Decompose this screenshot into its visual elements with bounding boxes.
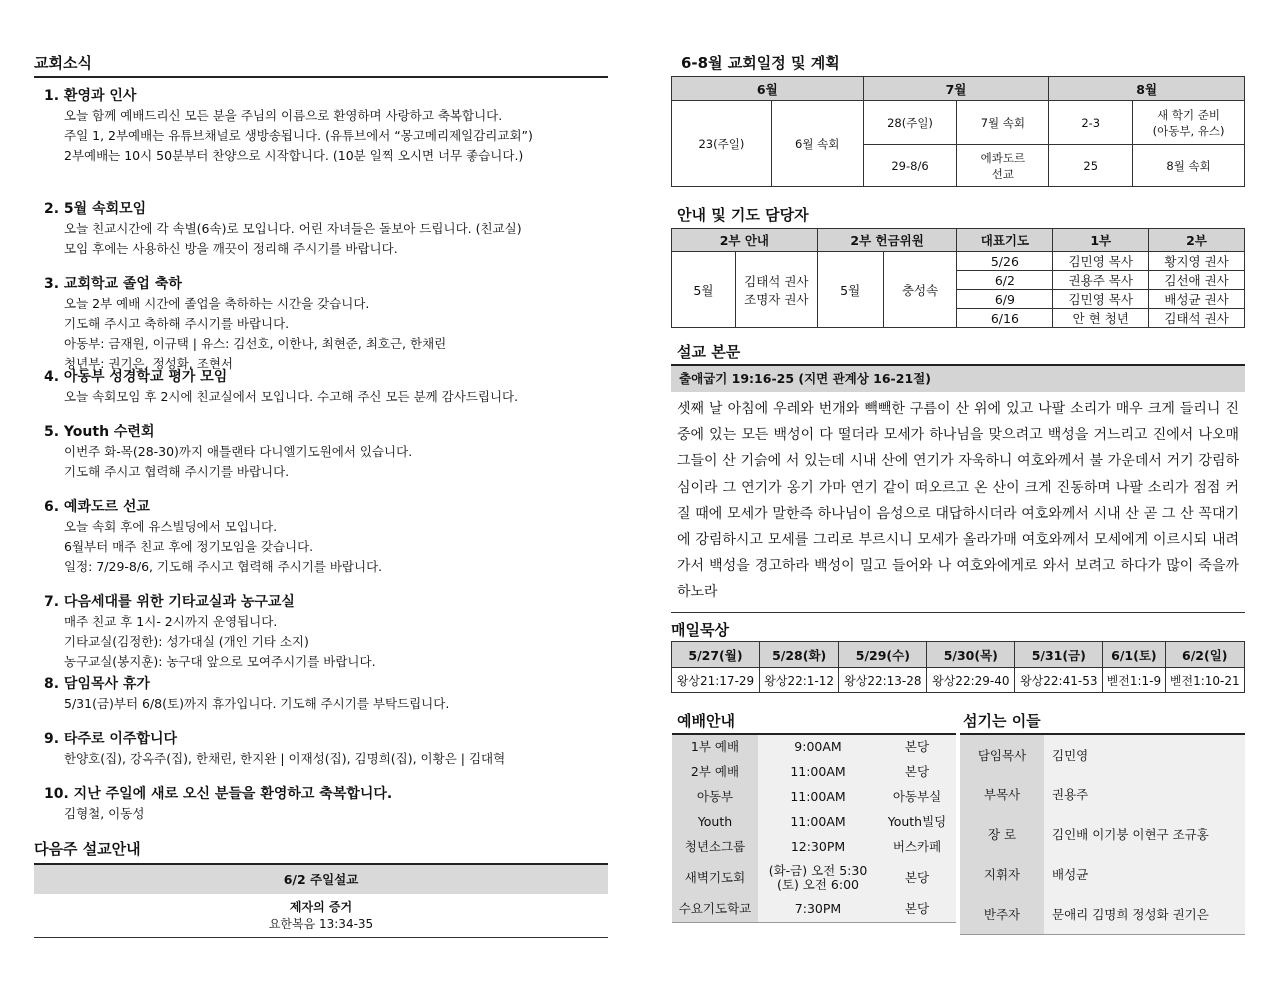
daily-table (671, 641, 1245, 693)
worship-name: 1부 예배 (672, 734, 758, 759)
worship-name: Youth (672, 809, 758, 834)
staff-row (960, 854, 1245, 894)
guide-offering-month: 5월 (817, 252, 883, 328)
worship-name: 새벽기도회 (672, 859, 758, 897)
schedule-month-august: 8월 (1049, 77, 1245, 101)
next-sermon-passage: 요한복음 13:34-35 (268, 917, 374, 931)
guide-usher-month: 5월 (672, 252, 736, 328)
news-item-title: 1. 환영과 인사 (44, 88, 137, 104)
worship-row (672, 784, 956, 809)
worship-time (758, 834, 878, 859)
guide-prayer-first: 권용주 목사 (1053, 271, 1149, 290)
news-item-title: 7. 다음세대를 위한 기타교실과 농구교실 (44, 594, 295, 610)
news-item-title: 9. 타주로 이주합니다 (44, 731, 177, 747)
worship-row (672, 809, 956, 834)
guide-prayer-date: 5/26 (957, 252, 1053, 271)
news-item (44, 86, 604, 166)
worship-name: 아동부 (672, 784, 758, 809)
daily-date: 5/27(월) (672, 642, 760, 668)
news-item-line: 기타교실(김정한): 성가대실 (개인 기타 소지) (64, 634, 309, 649)
guide-header: 2부 안내 (672, 229, 818, 252)
worship-time-line: (화-금) 오전 5:30 (768, 863, 868, 878)
guide-offering-group: 충성속 (883, 252, 957, 328)
staff-row (960, 814, 1245, 854)
church-news-section (34, 52, 608, 821)
guide-prayer-second: 배성균 권사 (1149, 290, 1245, 309)
staff-names: 김민영 (1052, 747, 1089, 763)
staff-names: 배성균 (1052, 867, 1089, 882)
schedule-table (671, 76, 1245, 187)
worship-time-line: 12:30PM (790, 838, 846, 854)
guide-prayer-first: 안 현 청년 (1053, 309, 1149, 328)
staff-row (960, 774, 1245, 814)
worship-time-line: 11:00AM (790, 763, 846, 779)
worship-time-line: 7:30PM (794, 901, 842, 917)
news-item-line: 5/31(금)부터 6/8(토)까지 휴가입니다. 기도해 주시기를 부탁드립니다. (64, 696, 450, 711)
daily-reading: 왕상22:29-40 (927, 668, 1015, 693)
news-item-line: 6월부터 매주 친교 후에 정기모임을 갖습니다. (64, 539, 314, 554)
news-item-title: 4. 아동부 성경학교 평가 모임 (44, 369, 228, 385)
worship-name: 청년소그룹 (672, 834, 758, 859)
news-item-line: 오늘 친교시간에 각 속별(6속)로 모입니다. 어린 자녀들은 돌보아 드립니다. (친교실) (64, 221, 522, 236)
news-item-line: 김형철, 이동성 (64, 806, 145, 821)
worship-place: 본당 (904, 763, 930, 779)
guide-usher-names: 김태석 권사 조명자 권사 (735, 252, 817, 328)
worship-title: 예배안내 (677, 712, 735, 730)
schedule-cell: 에콰도르 선교 (957, 145, 1049, 187)
news-item-line: 농구교실(봉지훈): 농구대 앞으로 모여주시기를 바랍니다. (64, 654, 376, 669)
schedule-cell: 2-3 (1049, 101, 1133, 145)
news-item-title: 8. 담임목사 휴가 (44, 676, 150, 692)
schedule-month-july: 7월 (863, 77, 1049, 101)
news-item (44, 422, 604, 482)
staff-names: 김인배 이기붕 이현구 조규홍 (1052, 827, 1209, 842)
sermon-text: 셋째 날 아침에 우레와 번개와 빽빽한 구름이 산 위에 있고 나팔 소리가 매우 크게 들리니 진중에 있는 모든 백성이 다 떨더라 모세가 하나님을 맞으려고 백성을 거느리고 진에서 나오매 그들이 산 기슭에 서 있는데 시내 산에 연기가 자욱하니 여호와께서 불 가운데서 거기 강림하심이라 그 연기가 옹기 가마 연기 같이 떠오르고 온 산이 크게 진동하며 나팔 소리가 점점 커질 때에 모세가 말한즉 하나님이 음성으로 대답하시더라 여호와께서 시내 산 곧 그 산 꼭대기에 강림하시고 모세를 그리로 부르시니 모세가 올라가매 여호와께서 모세에게 이르시되 내려가서 백성을 경고하라 백성이 밀고 들어와 나 여호와에게로 와서 보려고 하다가 많이 죽을까 하노라 (671, 394, 1245, 613)
staff-names: 권용주 (1052, 787, 1089, 802)
worship-place: 버스카페 (892, 838, 942, 854)
schedule-cell: 8월 속회 (1133, 145, 1245, 187)
worship-time-line: 9:00AM (794, 739, 842, 754)
staff-role: 지휘자 (960, 854, 1044, 894)
daily-reading: 왕상22:41-53 (1015, 668, 1103, 693)
staff-row (960, 894, 1245, 934)
staff-role: 장 로 (960, 814, 1044, 854)
daily-date: 5/30(목) (927, 642, 1015, 668)
worship-time-line: (토) 오전 6:00 (777, 877, 859, 892)
news-item (44, 674, 604, 714)
schedule-cell: 새 학기 준비 (아동부, 유스) (1133, 101, 1245, 145)
news-item (44, 199, 604, 259)
guide-prayer-first: 김민영 목사 (1053, 252, 1149, 271)
guide-header: 2부 헌금위원 (817, 229, 957, 252)
worship-time-line: 11:00AM (790, 788, 846, 804)
guide-header: 대표기도 (957, 229, 1053, 252)
news-item-line: 한양호(집), 강옥주(집), 한채린, 한지완 | 이재성(집), 김명희(집), 이황은 | 김대혁 (64, 751, 506, 766)
schedule-cell: 28(주일) (863, 101, 957, 145)
news-item (44, 729, 604, 769)
daily-date: 5/31(금) (1015, 642, 1103, 668)
daily-date: 5/29(수) (839, 642, 927, 668)
guide-table (671, 228, 1245, 328)
schedule-cell: 6월 속회 (771, 101, 863, 187)
guide-prayer-date: 6/2 (957, 271, 1053, 290)
next-sermon-body (34, 896, 608, 938)
news-item-line: 오늘 2부 예배 시간에 졸업을 축하하는 시간을 갖습니다. (64, 296, 370, 311)
sermon-title: 설교 본문 (677, 343, 741, 361)
news-item-title: 3. 교회학교 졸업 축하 (44, 276, 182, 292)
staff-table (960, 733, 1245, 935)
news-item-line: 이번주 화-목(28-30)까지 애틀랜타 다니엘기도원에서 있습니다. (64, 444, 413, 459)
worship-time-line: 11:00AM (790, 813, 846, 829)
guide-header: 2부 (1149, 229, 1245, 252)
news-item-line: 일정: 7/29-8/6, 기도해 주시고 협력해 주시기를 바랍니다. (64, 559, 383, 574)
guide-prayer-second: 김선애 권사 (1149, 271, 1245, 290)
news-item-line: 아동부: 금재원, 이규택 | 유스: 김선호, 이한나, 최현준, 최호근, 한채린 (64, 336, 447, 351)
news-item-line: 기도해 주시고 축하해 주시기를 바랍니다. (64, 316, 290, 331)
worship-name: 2부 예배 (672, 759, 758, 784)
staff-role: 부목사 (960, 774, 1044, 814)
worship-place: 아동부실 (892, 788, 942, 804)
news-item (44, 592, 604, 672)
news-item-line: 주일 1, 2부예배는 유튜브채널로 생방송됩니다. (유튜브에서 “몽고메리제일감리교회”) (64, 128, 533, 143)
news-item (44, 367, 604, 407)
daily-title: 매일묵상 (671, 621, 729, 639)
news-item-title: 10. 지난 주일에 새로 오신 분들을 환영하고 축복합니다. (44, 786, 393, 802)
news-item-title: 6. 예콰도르 선교 (44, 499, 150, 515)
guide-header: 1부 (1053, 229, 1149, 252)
worship-place: Youth빌딩 (887, 813, 947, 829)
worship-time (758, 734, 878, 759)
news-item-line: 기도해 주시고 협력해 주시기를 바랍니다. (64, 464, 290, 479)
worship-time (758, 859, 878, 897)
schedule-title: 6-8월 교회일정 및 계획 (681, 54, 840, 72)
staff-title: 섬기는 이들 (963, 712, 1041, 730)
schedule-cell: 29-8/6 (863, 145, 957, 187)
news-item-line: 모임 후에는 사용하신 방을 깨끗이 정리해 주시기를 바랍니다. (64, 241, 398, 256)
news-item-line: 청년부: 권기은, 정성화, 조현서 (64, 356, 233, 371)
daily-reading: 왕상22:1-12 (759, 668, 838, 693)
guide-prayer-first: 김민영 목사 (1053, 290, 1149, 309)
worship-time (758, 784, 878, 809)
worship-row (672, 734, 956, 759)
guide-title: 안내 및 기도 담당자 (677, 206, 809, 224)
news-item (44, 497, 604, 577)
news-item-title: 2. 5월 속회모임 (44, 201, 147, 217)
next-sermon-title: 다음주 설교안내 (34, 838, 608, 865)
daily-reading: 왕상22:13-28 (839, 668, 927, 693)
schedule-cell: 23(주일) (672, 101, 772, 187)
news-item-line: 오늘 속회 후에 유스빌딩에서 모입니다. (64, 519, 278, 534)
news-item-line: 매주 친교 후 1시- 2시까지 운영됩니다. (64, 614, 278, 629)
worship-row (672, 759, 956, 784)
daily-date: 5/28(화) (759, 642, 838, 668)
staff-role: 담임목사 (960, 734, 1044, 774)
news-item (44, 274, 604, 374)
daily-reading: 벧전1:10-21 (1165, 668, 1244, 693)
worship-time (758, 809, 878, 834)
daily-date: 6/2(일) (1165, 642, 1244, 668)
schedule-cell: 25 (1049, 145, 1133, 187)
news-item-line: 오늘 함께 예배드리신 모든 분을 주님의 이름으로 환영하며 사랑하고 축복합니다. (64, 108, 503, 123)
news-item-line: 2부예배는 10시 50분부터 찬양으로 시작합니다. (10분 일찍 오시면 너무 좋습니다.) (64, 148, 524, 163)
news-item-title: 5. Youth 수련회 (44, 424, 155, 440)
church-news-title: 교회소식 (34, 52, 608, 78)
next-sermon-header: 6/2 주일설교 (34, 865, 608, 894)
guide-prayer-second: 황지영 권사 (1149, 252, 1245, 271)
sermon-passage: 출애굽기 19:16-25 (지면 관계상 16-21절) (671, 364, 1245, 392)
daily-date: 6/1(토) (1103, 642, 1165, 668)
worship-table (672, 733, 956, 923)
guide-prayer-second: 김태석 권사 (1149, 309, 1245, 328)
staff-row (960, 734, 1245, 774)
daily-reading: 벧전1:1-9 (1103, 668, 1165, 693)
worship-row (672, 897, 956, 922)
news-item (44, 784, 604, 824)
worship-place: 본당 (904, 901, 930, 917)
worship-place: 본당 (904, 870, 930, 885)
worship-place: 본당 (904, 739, 930, 754)
worship-row (672, 834, 956, 859)
schedule-month-june: 6월 (672, 77, 864, 101)
guide-prayer-date: 6/16 (957, 309, 1053, 328)
worship-time (758, 897, 878, 922)
schedule-cell: 7월 속회 (957, 101, 1049, 145)
news-item-line: 오늘 속회모임 후 2시에 친교실에서 모입니다. 수고해 주신 모든 분께 감사드립니다. (64, 389, 519, 404)
staff-names: 문애리 김명희 정성화 권기은 (1052, 906, 1209, 922)
worship-row (672, 859, 956, 897)
next-sermon-name: 제자의 증거 (289, 900, 353, 914)
guide-prayer-date: 6/9 (957, 290, 1053, 309)
worship-name: 수요기도학교 (672, 897, 758, 922)
staff-role: 반주자 (960, 894, 1044, 934)
worship-time (758, 759, 878, 784)
daily-reading: 왕상21:17-29 (672, 668, 760, 693)
